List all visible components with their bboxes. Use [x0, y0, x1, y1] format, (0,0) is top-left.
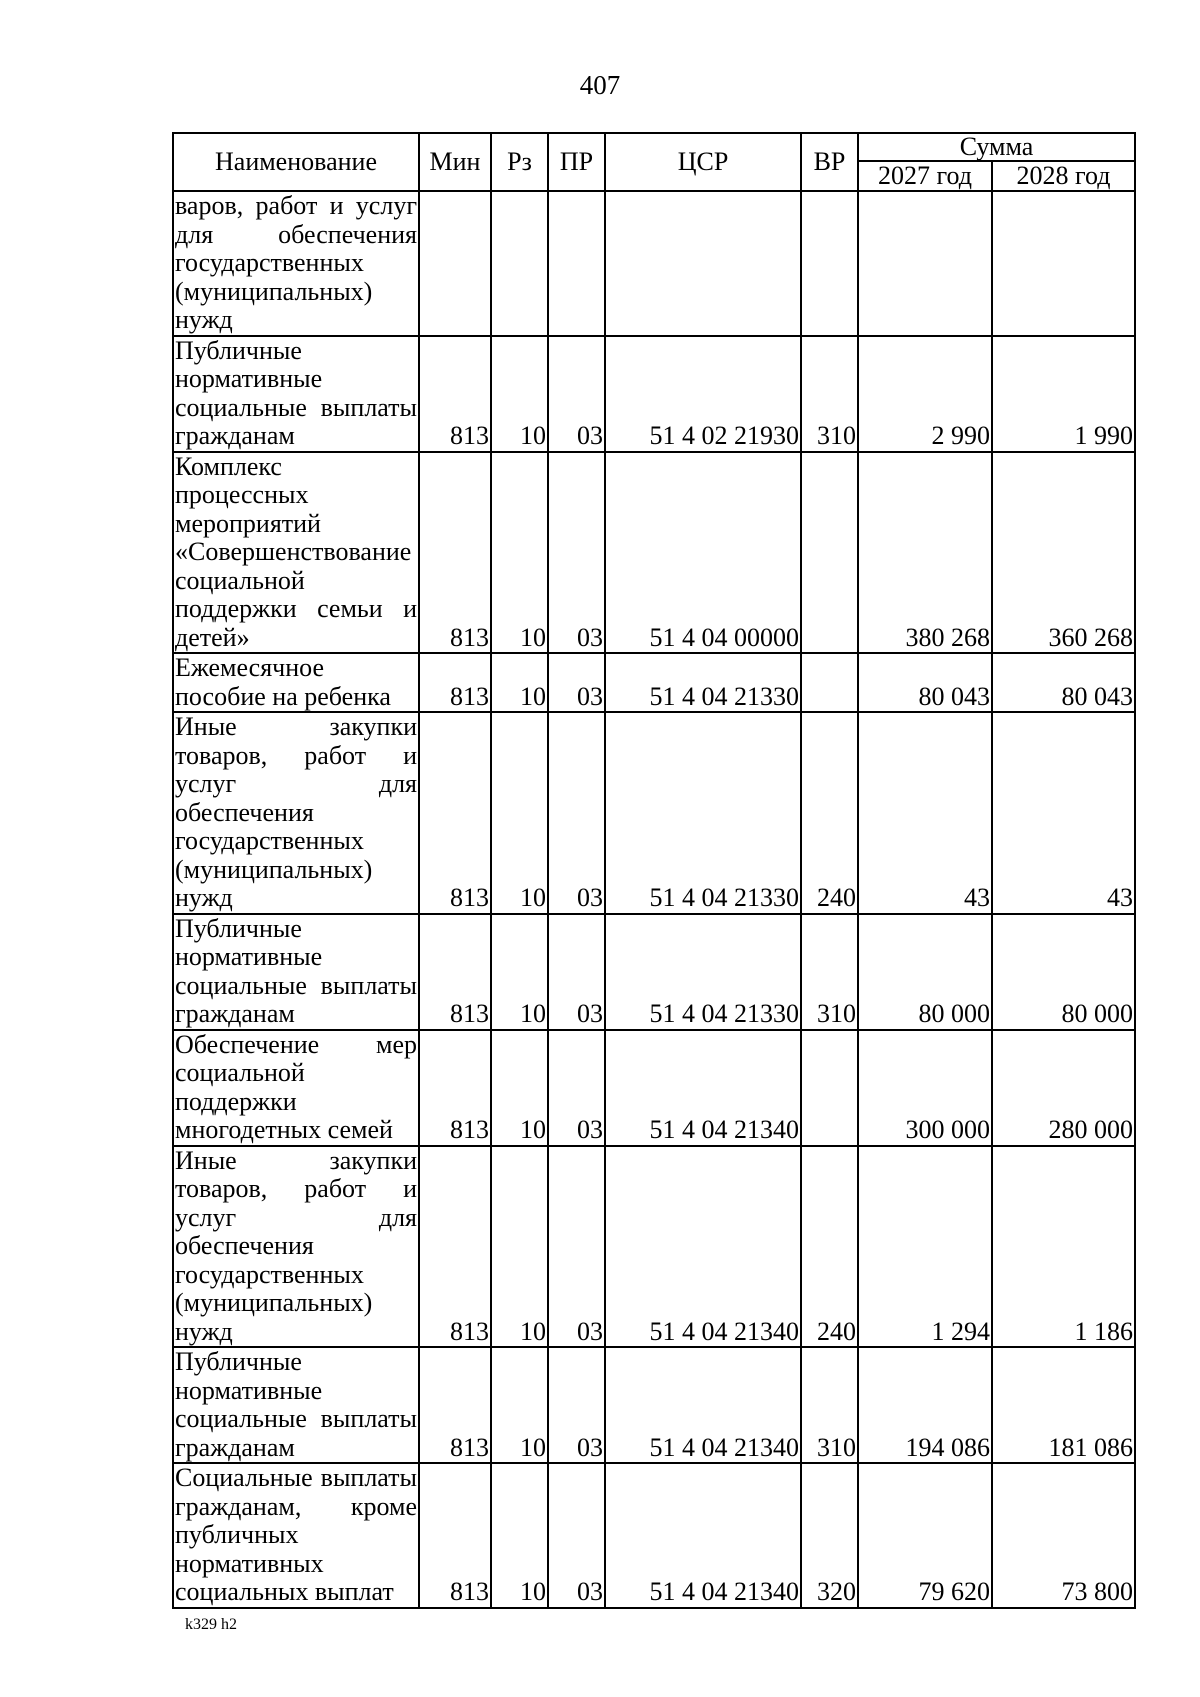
cell-csr: 51 4 04 21340: [605, 1030, 801, 1146]
cell-vr: 240: [801, 1146, 858, 1348]
table-row: [173, 1347, 1135, 1463]
cell-pr: [548, 191, 605, 336]
cell-name: Ежемесячное пособие на ребенка: [173, 653, 419, 712]
cell-name: Иные закупки товаров, работ и услуг для обеспечения государственных (муниципальных) нужд: [175, 1145, 417, 1346]
cell-rz: 10: [491, 1463, 548, 1608]
header-min: Мин: [419, 133, 491, 191]
cell-sum-2027: 380 268: [858, 452, 992, 654]
table-row: [173, 653, 1135, 712]
cell-sum-2027: [858, 191, 992, 336]
header-name: Наименование: [173, 133, 419, 191]
cell-sum-2027: 79 620: [858, 1463, 992, 1608]
cell-name: Социальные выплаты гражданам, кроме публичных нормативных социальных выплат: [175, 1463, 417, 1606]
cell-name: Иные закупки товаров, работ и услуг для обеспечения государственных (муниципальных) нужд: [175, 712, 417, 912]
cell-pr: 03: [548, 1463, 605, 1608]
cell-csr: [605, 191, 801, 336]
cell-rz: 10: [491, 452, 548, 654]
cell-rz: 10: [491, 712, 548, 914]
table-header: [173, 133, 1135, 191]
cell-min: 813: [419, 452, 491, 654]
cell-pr: 03: [548, 452, 605, 654]
cell-vr: [801, 653, 858, 712]
cell-sum-2028: 73 800: [992, 1463, 1135, 1608]
table-row: [173, 191, 1135, 336]
cell-sum-2028: 1 990: [992, 336, 1135, 452]
cell-min: 813: [419, 1030, 491, 1146]
header-pr: ПР: [548, 133, 605, 191]
cell-vr: [801, 452, 858, 654]
cell-pr: 03: [548, 1347, 605, 1463]
cell-pr: 03: [548, 336, 605, 452]
cell-sum-2028: 43: [992, 712, 1135, 914]
cell-csr: 51 4 04 00000: [605, 452, 801, 654]
header-rz: Рз: [491, 133, 548, 191]
cell-min: 813: [419, 914, 491, 1030]
cell-vr: 310: [801, 336, 858, 452]
header-vr: ВР: [801, 133, 858, 191]
cell-sum-2028: 181 086: [992, 1347, 1135, 1463]
cell-sum-2028: [992, 191, 1135, 336]
cell-min: 813: [419, 653, 491, 712]
cell-sum-2027: 80 043: [858, 653, 992, 712]
cell-vr: [801, 191, 858, 336]
cell-sum-2027: 2 990: [858, 336, 992, 452]
cell-csr: 51 4 04 21330: [605, 914, 801, 1030]
cell-vr: 320: [801, 1463, 858, 1608]
header-csr: ЦСР: [605, 133, 801, 191]
cell-rz: 10: [491, 1146, 548, 1348]
header-year-2028: 2028 год: [992, 161, 1135, 191]
cell-sum-2027: 1 294: [858, 1146, 992, 1348]
cell-csr: 51 4 04 21330: [605, 653, 801, 712]
cell-min: 813: [419, 336, 491, 452]
budget-table: [172, 132, 1136, 1609]
header-year-2027: 2027 год: [858, 161, 992, 191]
page-number: 407: [579, 70, 621, 100]
cell-pr: 03: [548, 653, 605, 712]
cell-csr: 51 4 04 21340: [605, 1463, 801, 1608]
cell-vr: 310: [801, 914, 858, 1030]
cell-min: 813: [419, 712, 491, 914]
cell-min: 813: [419, 1463, 491, 1608]
cell-vr: [801, 1030, 858, 1146]
cell-rz: 10: [491, 914, 548, 1030]
table-row: [173, 1146, 1135, 1348]
cell-rz: 10: [491, 1030, 548, 1146]
cell-name: Публичные нормативные социальные выплаты гражданам: [175, 335, 417, 450]
table-body: [173, 191, 1135, 1608]
cell-name: Публичные нормативные социальные выплаты гражданам: [175, 913, 417, 1028]
footer-code: k329 h2: [185, 1616, 237, 1633]
cell-pr: 03: [548, 712, 605, 914]
cell-sum-2028: 280 000: [992, 1030, 1135, 1146]
cell-csr: 51 4 04 21330: [605, 712, 801, 914]
cell-sum-2027: 43: [858, 712, 992, 914]
cell-rz: 10: [491, 1347, 548, 1463]
cell-csr: 51 4 04 21340: [605, 1146, 801, 1348]
cell-rz: [491, 191, 548, 336]
cell-pr: 03: [548, 1146, 605, 1348]
table-row: [173, 336, 1135, 452]
cell-min: 813: [419, 1347, 491, 1463]
cell-pr: 03: [548, 914, 605, 1030]
cell-name: Обеспечение мер социальной поддержки многодетных семей: [175, 1029, 417, 1144]
table-row: [173, 712, 1135, 914]
cell-min: [419, 191, 491, 336]
cell-sum-2028: 80 043: [992, 653, 1135, 712]
cell-sum-2028: 80 000: [992, 914, 1135, 1030]
cell-vr: 310: [801, 1347, 858, 1463]
cell-name: варов, работ и услуг для обеспечения государственных (муниципальных) нужд: [175, 191, 417, 334]
cell-sum-2027: 80 000: [858, 914, 992, 1030]
cell-csr: 51 4 02 21930: [605, 336, 801, 452]
cell-pr: 03: [548, 1030, 605, 1146]
cell-name: Комплекс процессных мероприятий «Совершенствование социальной поддержки семьи и детей»: [175, 451, 417, 652]
cell-name: Публичные нормативные социальные выплаты гражданам: [175, 1347, 417, 1462]
cell-sum-2027: 300 000: [858, 1030, 992, 1146]
cell-rz: 10: [491, 653, 548, 712]
table-row: [173, 1030, 1135, 1146]
table-row: [173, 452, 1135, 654]
cell-sum-2027: 194 086: [858, 1347, 992, 1463]
cell-min: 813: [419, 1146, 491, 1348]
cell-vr: 240: [801, 712, 858, 914]
cell-sum-2028: 1 186: [992, 1146, 1135, 1348]
header-sum: Сумма: [858, 133, 1135, 161]
cell-sum-2028: 360 268: [992, 452, 1135, 654]
table-row: [173, 914, 1135, 1030]
cell-rz: 10: [491, 336, 548, 452]
table-row: [173, 1463, 1135, 1608]
cell-csr: 51 4 04 21340: [605, 1347, 801, 1463]
